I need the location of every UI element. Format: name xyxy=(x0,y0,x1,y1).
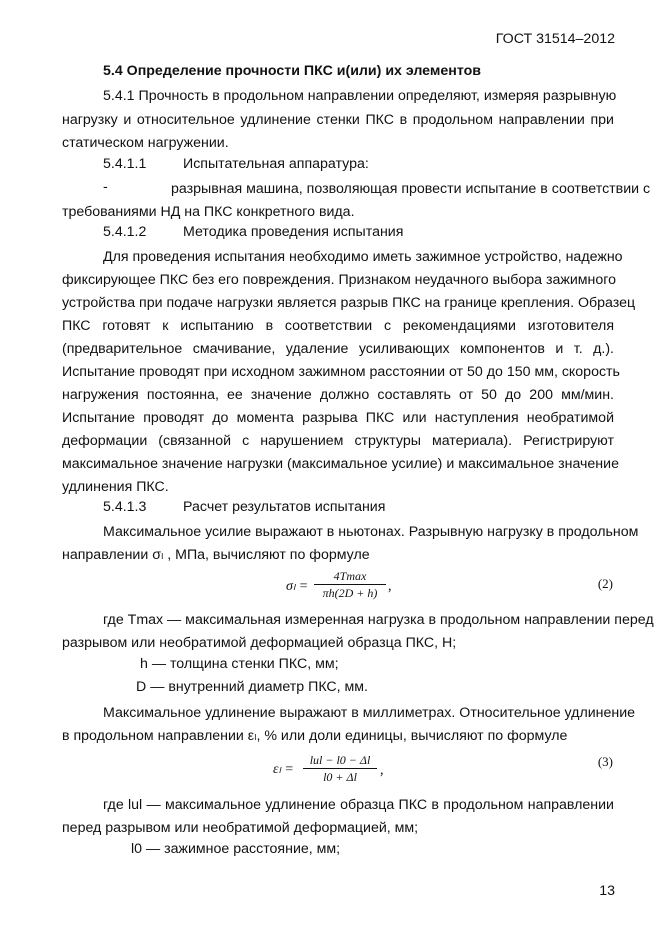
clause-number: 5.4.1.2 xyxy=(103,224,147,240)
paragraph-line: направлении σₗ , МПа, вычисляют по формуле xyxy=(62,547,370,563)
list-item-line: разрывная машина, позволяющая провести испытание в соответствии с xyxy=(171,181,651,197)
paragraph-line: деформации (связанной с нарушением структуры материала). Регистрируют xyxy=(62,433,614,449)
formula-2-lhs: σₗ = xyxy=(286,579,309,594)
paragraph-line: Максимальное усилие выражают в ньютонах. Разрывную нагрузку в продольном xyxy=(103,524,639,540)
formula-3-number: (3) xyxy=(597,754,613,769)
paragraph-line: Испытание проводят при исходном зажимном расстоянии от 50 до 150 мм, скорость xyxy=(62,364,620,380)
clause-number: 5.4.1.1 xyxy=(103,156,147,172)
paragraph-line: где lul — максимальное удлинение образца ПКС в продольном направлении xyxy=(103,797,614,813)
paragraph-line: удлинения ПКС. xyxy=(62,479,169,495)
paragraph-line: Максимальное удлинение выражают в миллиметрах. Относительное удлинение xyxy=(103,705,636,721)
paragraph-line: (предварительное смачивание, удаление усиливающих компонентов и т. д.). xyxy=(62,341,614,357)
paragraph-line: перед разрывом или необратимой деформацией, мм; xyxy=(62,820,419,836)
formula-2-denominator: πh(2D + h) xyxy=(314,584,386,601)
definition-l0: l0 — зажимное расстояние, мм; xyxy=(131,841,341,857)
paragraph-line: максимальное значение нагрузки (максимальное усилие) и максимальное значение xyxy=(62,456,619,472)
paragraph-line: нагружения постоянна, ее значение должно составлять от 50 до 200 мм/мин. xyxy=(62,387,614,403)
paragraph-line: 5.4.1 Прочность в продольном направлении определяют, измеряя разрывную xyxy=(103,88,617,104)
definition-D: D — внутренний диаметр ПКС, мм. xyxy=(136,679,369,695)
clause-number: 5.4.1.3 xyxy=(103,499,147,515)
list-item-line: требованиями НД на ПКС конкретного вида. xyxy=(62,204,355,220)
paragraph-line: ПКС готовят к испытанию в соответствии с рекомендациями изготовителя xyxy=(62,318,614,334)
list-dash: - xyxy=(103,179,108,195)
formula-2-number: (2) xyxy=(597,576,613,591)
definition-h: h — толщина стенки ПКС, мм; xyxy=(140,656,339,672)
formula-3-denominator: l0 + Δl xyxy=(303,768,377,785)
paragraph-line: Испытание проводят до момента разрыва ПКС или наступления необратимой xyxy=(62,410,614,426)
clause-title: Расчет результатов испытания xyxy=(183,499,386,515)
paragraph-line: фиксирующее ПКС без его повреждения. Признаком неудачного выбора зажимного xyxy=(62,272,617,288)
formula-3-fraction xyxy=(303,752,377,785)
formula-3-numerator: lul − l0 − Δl xyxy=(309,753,371,767)
paragraph-line: статическом нагружении. xyxy=(62,135,229,151)
clause-title: Методика проведения испытания xyxy=(183,224,404,240)
formula-3-lhs: εₗ = xyxy=(273,762,294,777)
clause-title: Испытательная аппаратура: xyxy=(183,156,369,172)
section-heading: 5.4 Определение прочности ПКС и(или) их элементов xyxy=(103,63,481,79)
paragraph-line: нагрузку и относительное удлинение стенки ПКС в продольном направлении при xyxy=(62,112,614,128)
paragraph-line: в продольном направлении εₗ, % или доли единицы, вычисляют по формуле xyxy=(62,728,568,744)
paragraph-line: разрывом или необратимой деформацией образца ПКС, Н; xyxy=(62,635,457,651)
formula-2-comma: , xyxy=(388,578,392,594)
document-code: ГОСТ 31514–2012 xyxy=(495,31,615,47)
paragraph-line: устройства при подаче нагрузки является разрыв ПКС на границе крепления. Образец xyxy=(62,295,636,311)
formula-2-fraction xyxy=(314,568,386,601)
paragraph-line: Для проведения испытания необходимо иметь зажимное устройство, надежно xyxy=(103,249,623,265)
formula-3-comma: , xyxy=(380,762,384,778)
formula-2-numerator: 4Tmax xyxy=(333,569,367,583)
paragraph-line: где Tmax — максимальная измеренная нагрузка в продольном направлении перед xyxy=(103,612,654,628)
page-number: 13 xyxy=(599,883,615,899)
